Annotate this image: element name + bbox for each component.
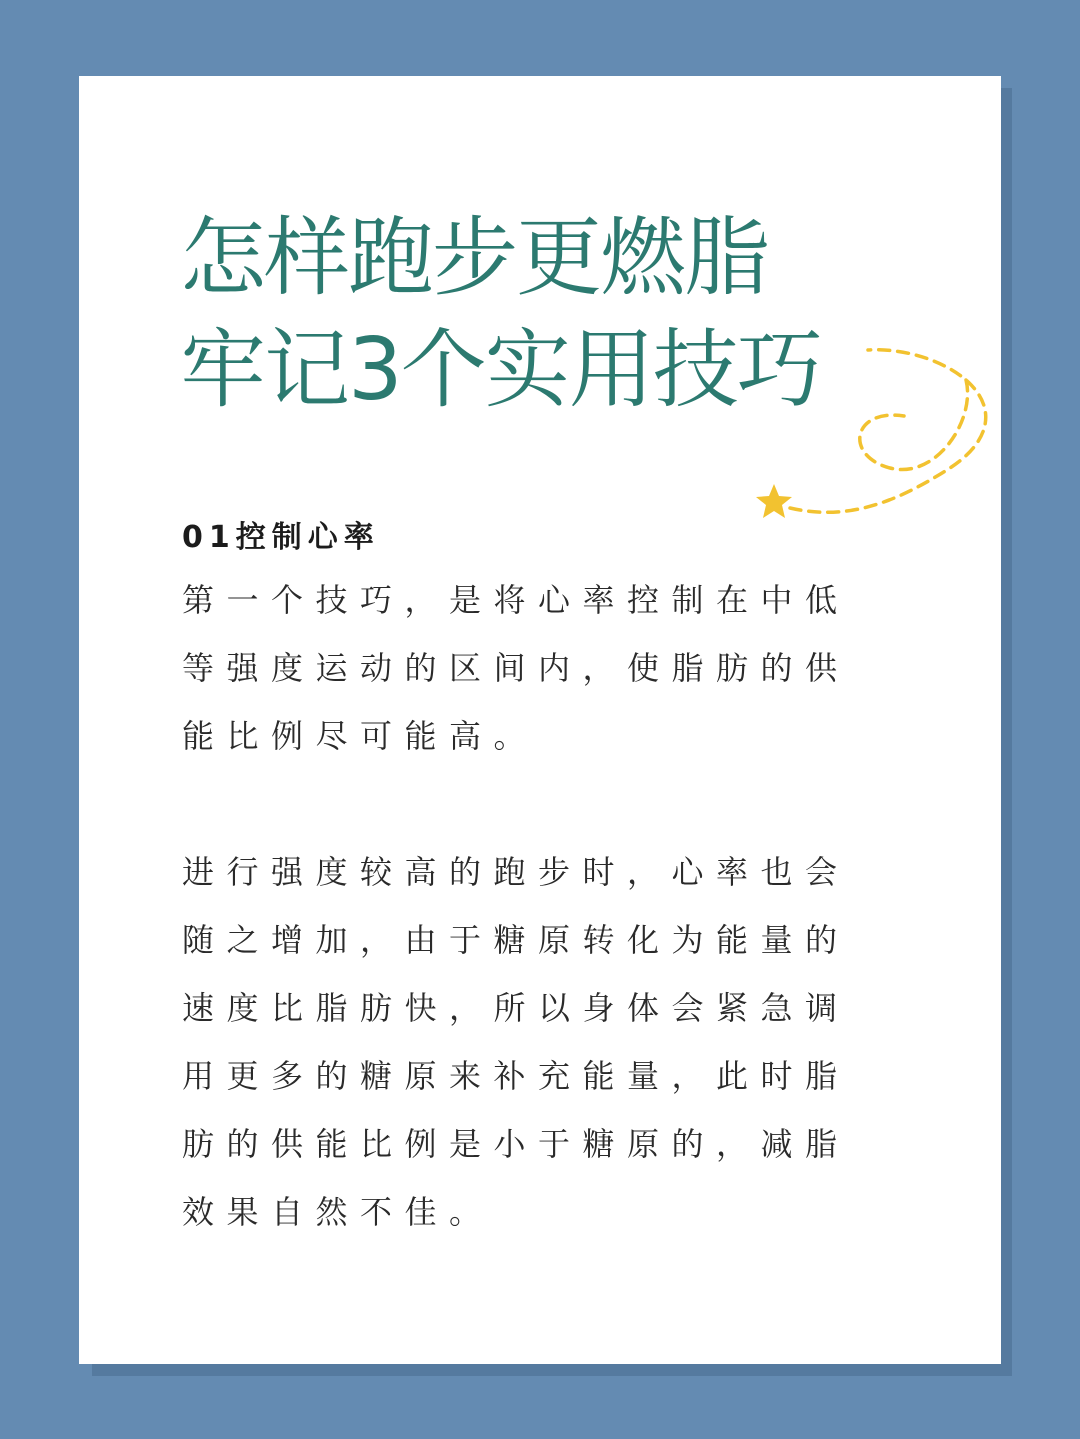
paragraph-1	[182, 566, 882, 770]
paragraph-line: 肪的供能比例是小于糖原的，减脂	[182, 1125, 850, 1163]
section-heading: 01控制心率	[182, 520, 380, 555]
paragraph-line: 等强度运动的区间内，使脂肪的供	[182, 649, 850, 687]
dashed-trail	[790, 350, 986, 513]
paragraph-line: 用更多的糖原来补充能量，此时脂	[182, 1057, 850, 1095]
title-line-1: 怎样跑步更燃脂	[180, 208, 768, 308]
paragraph-line: 能比例尽可能高。	[182, 717, 539, 755]
paragraph-line: 随之增加，由于糖原转化为能量的	[182, 921, 850, 959]
star-trail-decoration	[740, 330, 1010, 530]
paragraph-line: 进行强度较高的跑步时，心率也会	[182, 853, 850, 891]
paragraph-2	[182, 838, 882, 1246]
paragraph-line: 效果自然不佳。	[182, 1193, 494, 1231]
title-line-2: 牢记3个实用技巧	[180, 320, 821, 420]
paragraph-line: 第一个技巧，是将心率控制在中低	[182, 581, 850, 619]
paragraph-line: 速度比脂肪快，所以身体会紧急调	[182, 989, 850, 1027]
star-icon	[756, 484, 792, 518]
